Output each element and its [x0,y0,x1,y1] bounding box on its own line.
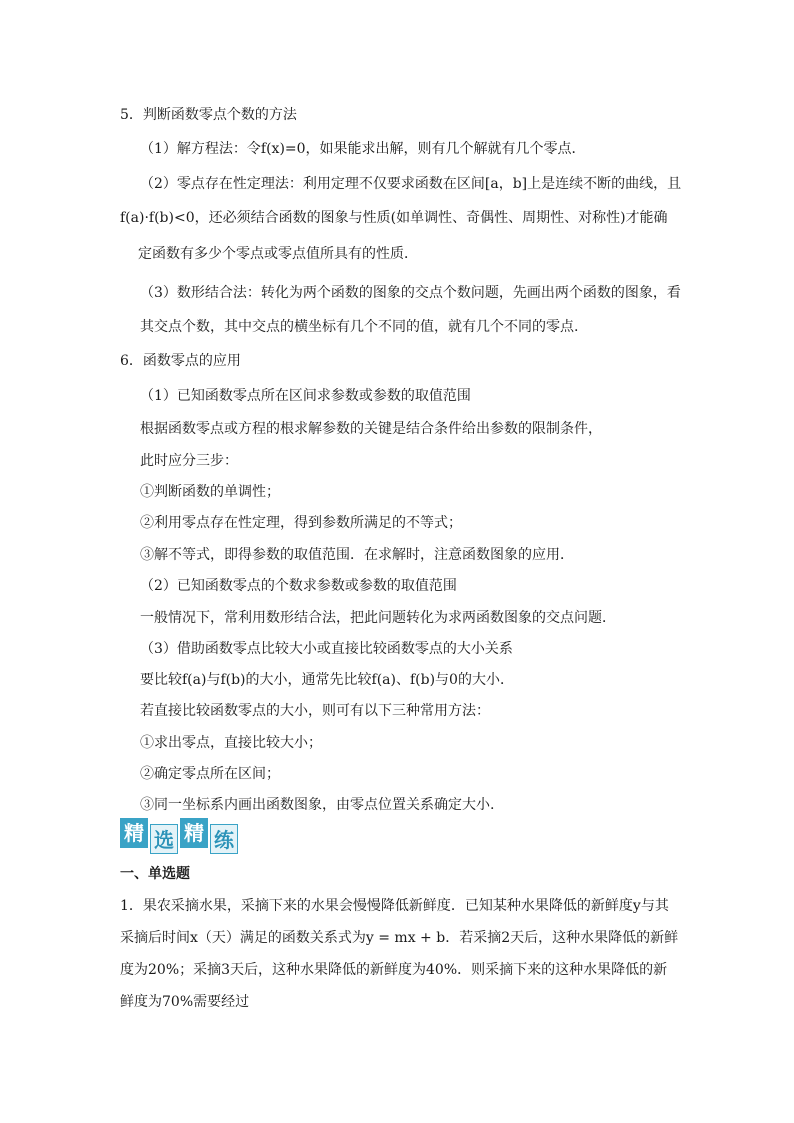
method-2-line-3: 定函数有多少个零点或零点值所具有的性质． [138,246,418,262]
question-1-line-3: 度为20%；采摘3天后，这种水果降低的新鲜度为40%．则采摘下来的这种水果降低的新 [120,962,668,978]
part1-title: （1）已知函数零点所在区间求参数或参数的取值范围 [140,388,471,404]
part1-text-2: 此时应分三步： [140,453,238,469]
method-2-line-2: f(a)·f(b)<0，还必须结合函数的图象与性质(如单调性、奇偶性、周期性、对称性)才能确 [120,210,668,226]
exercise-heading: 一、单选题 [120,866,190,882]
part3-method-1: ①求出零点，直接比较大小； [140,735,322,751]
question-1-line-4: 鲜度为70%需要经过 [120,994,250,1010]
part2-title: （2）已知函数零点的个数求参数或参数的取值范围 [140,578,457,594]
part1-step-2: ②利用零点存在性定理，得到参数所满足的不等式； [140,515,462,531]
part3-method-2: ②确定零点所在区间； [140,766,280,782]
selected-practice-banner [120,818,240,854]
method-3-line-2: 其交点个数，其中交点的横坐标有几个不同的值，就有几个不同的零点. [140,319,579,335]
question-1-line-1: 1．果农采摘水果，采摘下来的水果会慢慢降低新鲜度．已知某种水果降低的新鲜度y与其 [120,898,669,914]
part3-text-1: 要比较f(a)与f(b)的大小，通常先比较f(a)、f(b)与0的大小． [140,672,514,688]
part3-title: （3）借助函数零点比较大小或直接比较函数零点的大小关系 [140,641,513,657]
method-3-line-1: （3）数形结合法：转化为两个函数的图象的交点个数问题，先画出两个函数的图象，看 [140,285,681,301]
method-1: （1）解方程法：令f(x)=0，如果能求出解，则有几个解就有几个零点． [140,141,586,157]
part3-method-3: ③同一坐标系内画出函数图象，由零点位置关系确定大小. [140,797,495,813]
banner-char-4: 练 [210,824,238,854]
question-1-line-2: 采摘后时间x（天）满足的函数关系式为y = mx + b．若采摘2天后，这种水果降低的新鲜 [120,930,679,946]
section5-heading: 5．判断函数零点个数的方法 [120,107,297,123]
banner-char-3: 精 [180,818,208,848]
method-2-line-1: （2）零点存在性定理法：利用定理不仅要求函数在区间[a，b]上是连续不断的曲线，且 [140,176,682,192]
part1-step-1: ①判断函数的单调性； [140,484,280,500]
part2-text: 一般情况下，常利用数形结合法，把此问题转化为求两函数图象的交点问题． [140,610,616,626]
part1-step-3: ③解不等式，即得参数的取值范围．在求解时，注意函数图象的应用． [140,547,574,563]
part1-text-1: 根据函数零点或方程的根求解参数的关键是结合条件给出参数的限制条件， [140,421,602,437]
part3-text-2: 若直接比较函数零点的大小，则可有以下三种常用方法： [140,703,490,719]
banner-char-2: 选 [150,824,178,854]
banner-char-1: 精 [120,818,148,848]
section6-heading: 6．函数零点的应用 [120,353,241,369]
